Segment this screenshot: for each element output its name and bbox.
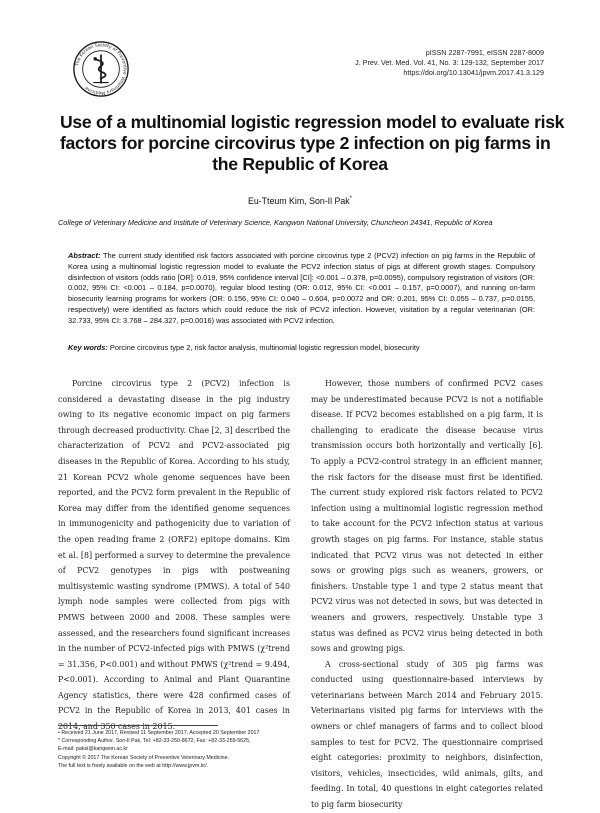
keywords-text: Porcine circovirus type 2, risk factor analysis, multinomial logistic regression model, biosecurity bbox=[109, 343, 420, 352]
seal-ring-text: The Korean Society of Preventive Veterinary Medicine bbox=[75, 43, 127, 95]
footnote-email[interactable]: E-mail: paksi@kangwon.ac.kr bbox=[58, 746, 128, 753]
body-column-right bbox=[311, 376, 543, 813]
author-names: Eu-Tteum Kim, Son-Il Pak bbox=[247, 196, 350, 206]
abstract-text: The current study identified risk factors associated with porcine circovirus type 2 (PCV2) infection on pig farms in the Republic of Korea using a multinomial logistic regression model to evaluate the PCV2 infection status of pigs at different growth stages. Compulsory disinfection of visitors (odds ratio [OR]: 0.019, 95% confidence interval [CI]: <0.001 – 0.378, p=0.0095), compulsory registration of visitors (OR: 0.002, 95% CI: <0.001 – 0.184, p=0.0070), regular blood testing (OR: 0.012, 95% CI: <0.001 – 0.157, p=0.0007), and running on-farm biosecurity learning programs for workers (OR: 0.156, 95% CI: 0.040 – 0.604, p=0.0072 and OR: 0.201, 95% CI: 0.055 – 0.737, p=0.0155, respectively) were identified as factors which could reduce the risk of PCV2 infection. However, visitation by a regular veterinarian (OR: 32.733, 95% CI: 3.768 – 284.327, p=0.0016) was associated with PCV2 infection. bbox=[68, 251, 536, 325]
footnote-divider bbox=[58, 725, 218, 726]
title-line-2: factors for porcine circovirus type 2 infection on pig farms in bbox=[60, 133, 551, 153]
affiliation: College of Veterinary Medicine and Institute of Veterinary Science, Kangwon National University, Chuncheon 24341, Republic of Korea bbox=[58, 218, 493, 227]
footnote-copyright: Copyright © 2017 The Korean Society of Preventive Veterinary Medicine. bbox=[58, 754, 230, 761]
issn-line: pISSN 2287-7991, eISSN 2287-8009 bbox=[425, 48, 544, 57]
body-paragraph: Porcine circovirus type 2 (PCV2) infection is considered a devastating disease in the pig industry owing to its negative economic impact on pig farmers through decreased productivity. Chae [2, 3] described the characterization of PCV2 and PCV2-associated pig diseases in the Republic of Korea. According to his study, 21 Korean PCV2 whole genome sequences have been reported, and the PCV2 form prevalent in the Republic of Korea may differ from the identified genome sequences in immunogenicity and pathogenicity due to variation of the open reading frame 2 (ORF2) epitope domains. Kim et al. [8] performed a survey to determine the prevalence of PCV2 genotypes in pigs with postweaning multisystemic wasting syndrome (PMWS). A total of 540 lymph node samples were collected from pigs with PMWS between 2000 and 2008. These samples were assessed, and the researchers found significant increases in the number of PCV2-infected pigs with PMWS (χ²trend = 31.356, P<0.001) and without PMWS (χ²trend = 9.494, P<0.001). According to Animal and Plant Quarantine Agency statistics, there were 428 confirmed cases of PCV2 in the Republic of Korea in 2013, 401 cases in 2014, and 350 cases in 2015. bbox=[58, 379, 290, 732]
abstract-label: Abstract: bbox=[68, 251, 101, 260]
body-column-left bbox=[58, 376, 290, 735]
corresponding-mark: * bbox=[349, 196, 353, 203]
article-title bbox=[60, 112, 565, 175]
footnotes bbox=[58, 729, 298, 770]
body-paragraph: A cross-sectional study of 305 pig farms was conducted using questionnaire-based interviews by veterinarians between March 2014 and February 2015. Veterinarians visited pig farms for interviews with the owners or chief managers of farms and to collect blood samples to test for PCV2. The questionnaire comprised eight categories: proximity to neighbors, disinfection, visitors, vehicles, insecticides, wild animals, gilts, and feeding. In total, 40 questions in eight categories related to pig farm biosecurity bbox=[311, 659, 543, 810]
doi-link[interactable]: https://doi.org/10.13041/jpvm.2017.41.3.129 bbox=[403, 68, 544, 77]
footnote-dates: • Received 21 June 2017, Revised 11 September 2017, Accepted 20 September 2017 bbox=[58, 730, 260, 736]
society-seal-logo bbox=[72, 40, 130, 98]
keywords bbox=[68, 343, 535, 354]
title-line-3: the Republic of Korea bbox=[212, 154, 388, 174]
footnote-fulltext: The full text is freely available on the web at http://www.jpvm.kr/. bbox=[58, 762, 209, 769]
author-list bbox=[0, 196, 600, 206]
citation-line: J. Prev. Vet. Med. Vol. 41, No. 3: 129-132, September 2017 bbox=[355, 58, 544, 67]
footnote-corresponding: * Corresponding Author. Son-Il Pak, Tel: +82-33-250-8672, Fax: +82-33-259-5625, bbox=[58, 738, 251, 745]
title-line-1: Use of a multinomial logistic regression model to evaluate risk bbox=[60, 112, 565, 132]
keywords-label: Key words: bbox=[68, 343, 108, 352]
journal-header bbox=[355, 48, 544, 78]
abstract bbox=[68, 251, 535, 327]
body-paragraph: However, those numbers of confirmed PCV2 cases may be underestimated because PCV2 is not a notifiable disease. If PCV2 becomes established on a pig farm, it is challenging to eradicate the disease because virus transmission occurs both horizontally and vertically [6]. To apply a PCV2-control strategy in an efficient manner, the risk factors for the disease must first be identified. The current study explored risk factors related to PCV2 infection using a multinomial logistic regression method to take account for the PCV2 infection status at various growth stages on pig farms. For instance, stable status indicated that PCV2 virus was not detected in either sows or growing pigs such as weaners, growers, or finishers. Unstable type 1 and type 2 status meant that PCV2 virus was not detected in sows, but was detected in weaners and growers, respectively. Unstable type 3 status was defined as PCV2 virus being detected in both sows and growing pigs. bbox=[311, 379, 543, 654]
